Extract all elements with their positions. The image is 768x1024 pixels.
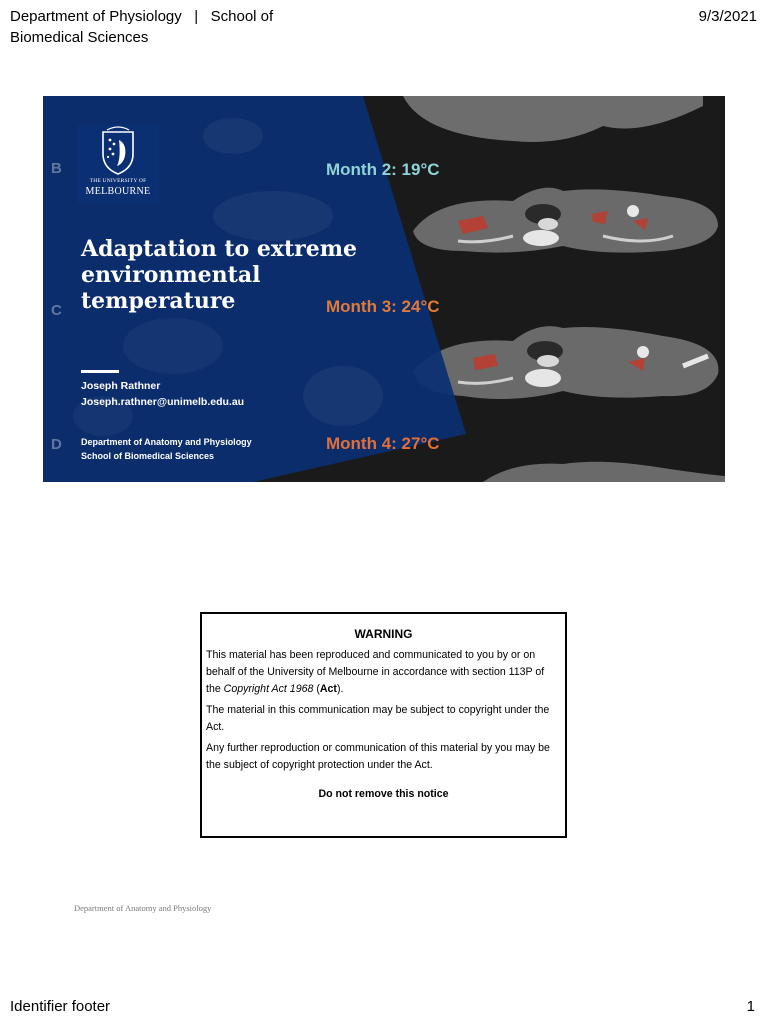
copyright-warning-box (200, 612, 567, 838)
dept-line-1: Department of Anatomy and Physiology (81, 437, 252, 447)
crest-text-line2: MELBOURNE (85, 186, 151, 197)
warning-p1-text-b: ( (313, 683, 320, 695)
department-block (81, 435, 252, 463)
page-footer-identifier: Identifier footer (10, 998, 111, 1015)
month-label-2 (326, 160, 440, 180)
slide-footer-department: Department of Anatomy and Physiology (74, 903, 212, 913)
title-divider (81, 370, 119, 373)
warning-p1-text-c: ). (336, 683, 344, 695)
slide-title (81, 236, 401, 314)
panel-letter-d: D (51, 436, 62, 453)
warning-p1-text-a: This material has been reproduced and communicated to you by or on behalf of the University of Melbourne in accordance with section 113P of the (206, 649, 545, 695)
author-email: Joseph.rathner@unimelb.edu.au (81, 396, 245, 408)
header-date: 9/3/2021 (698, 8, 757, 25)
warning-paragraph-1 (206, 647, 561, 698)
dept-line-2: School of Biomedical Sciences (81, 451, 215, 461)
panel-letter-c: C (51, 302, 62, 319)
warning-p1-bold: Act (319, 683, 337, 695)
author-name: Joseph Rathner (81, 380, 161, 392)
header-line-1: Department of Physiology | School of (10, 8, 274, 25)
slide-title-line-3: temperature (81, 288, 236, 314)
title-slide (43, 96, 725, 482)
warning-paragraph-2: The material in this communication may be subject to copyright under the Act. (206, 704, 550, 733)
month-label-2-text: Month 2: 19°C (326, 160, 440, 179)
crest-text-line1: THE UNIVERSITY OF (89, 178, 147, 184)
month-label-4 (326, 434, 440, 454)
month-label-4-text: Month 4: 27°C (326, 434, 440, 453)
warning-p1-italic: Copyright Act 1968 (223, 683, 314, 695)
page-header-title (10, 6, 310, 48)
slide-title-line-2: environmental (81, 262, 261, 288)
month-label-3-text: Month 3: 24°C (326, 297, 440, 316)
slide-title-line-1: Adaptation to extreme (81, 236, 357, 262)
header-line-2: Biomedical Sciences (10, 29, 149, 46)
author-block (81, 378, 244, 410)
warning-footer: Do not remove this notice (318, 788, 449, 800)
university-logo (77, 124, 159, 204)
warning-title: WARNING (354, 627, 413, 641)
university-crest-icon (77, 124, 159, 176)
warning-paragraph-3: Any further reproduction or communication of this material by you may be the subject of copyright protection under the Act. (206, 742, 550, 771)
page-number: 1 (746, 998, 755, 1015)
panel-letter-b: B (51, 160, 62, 177)
